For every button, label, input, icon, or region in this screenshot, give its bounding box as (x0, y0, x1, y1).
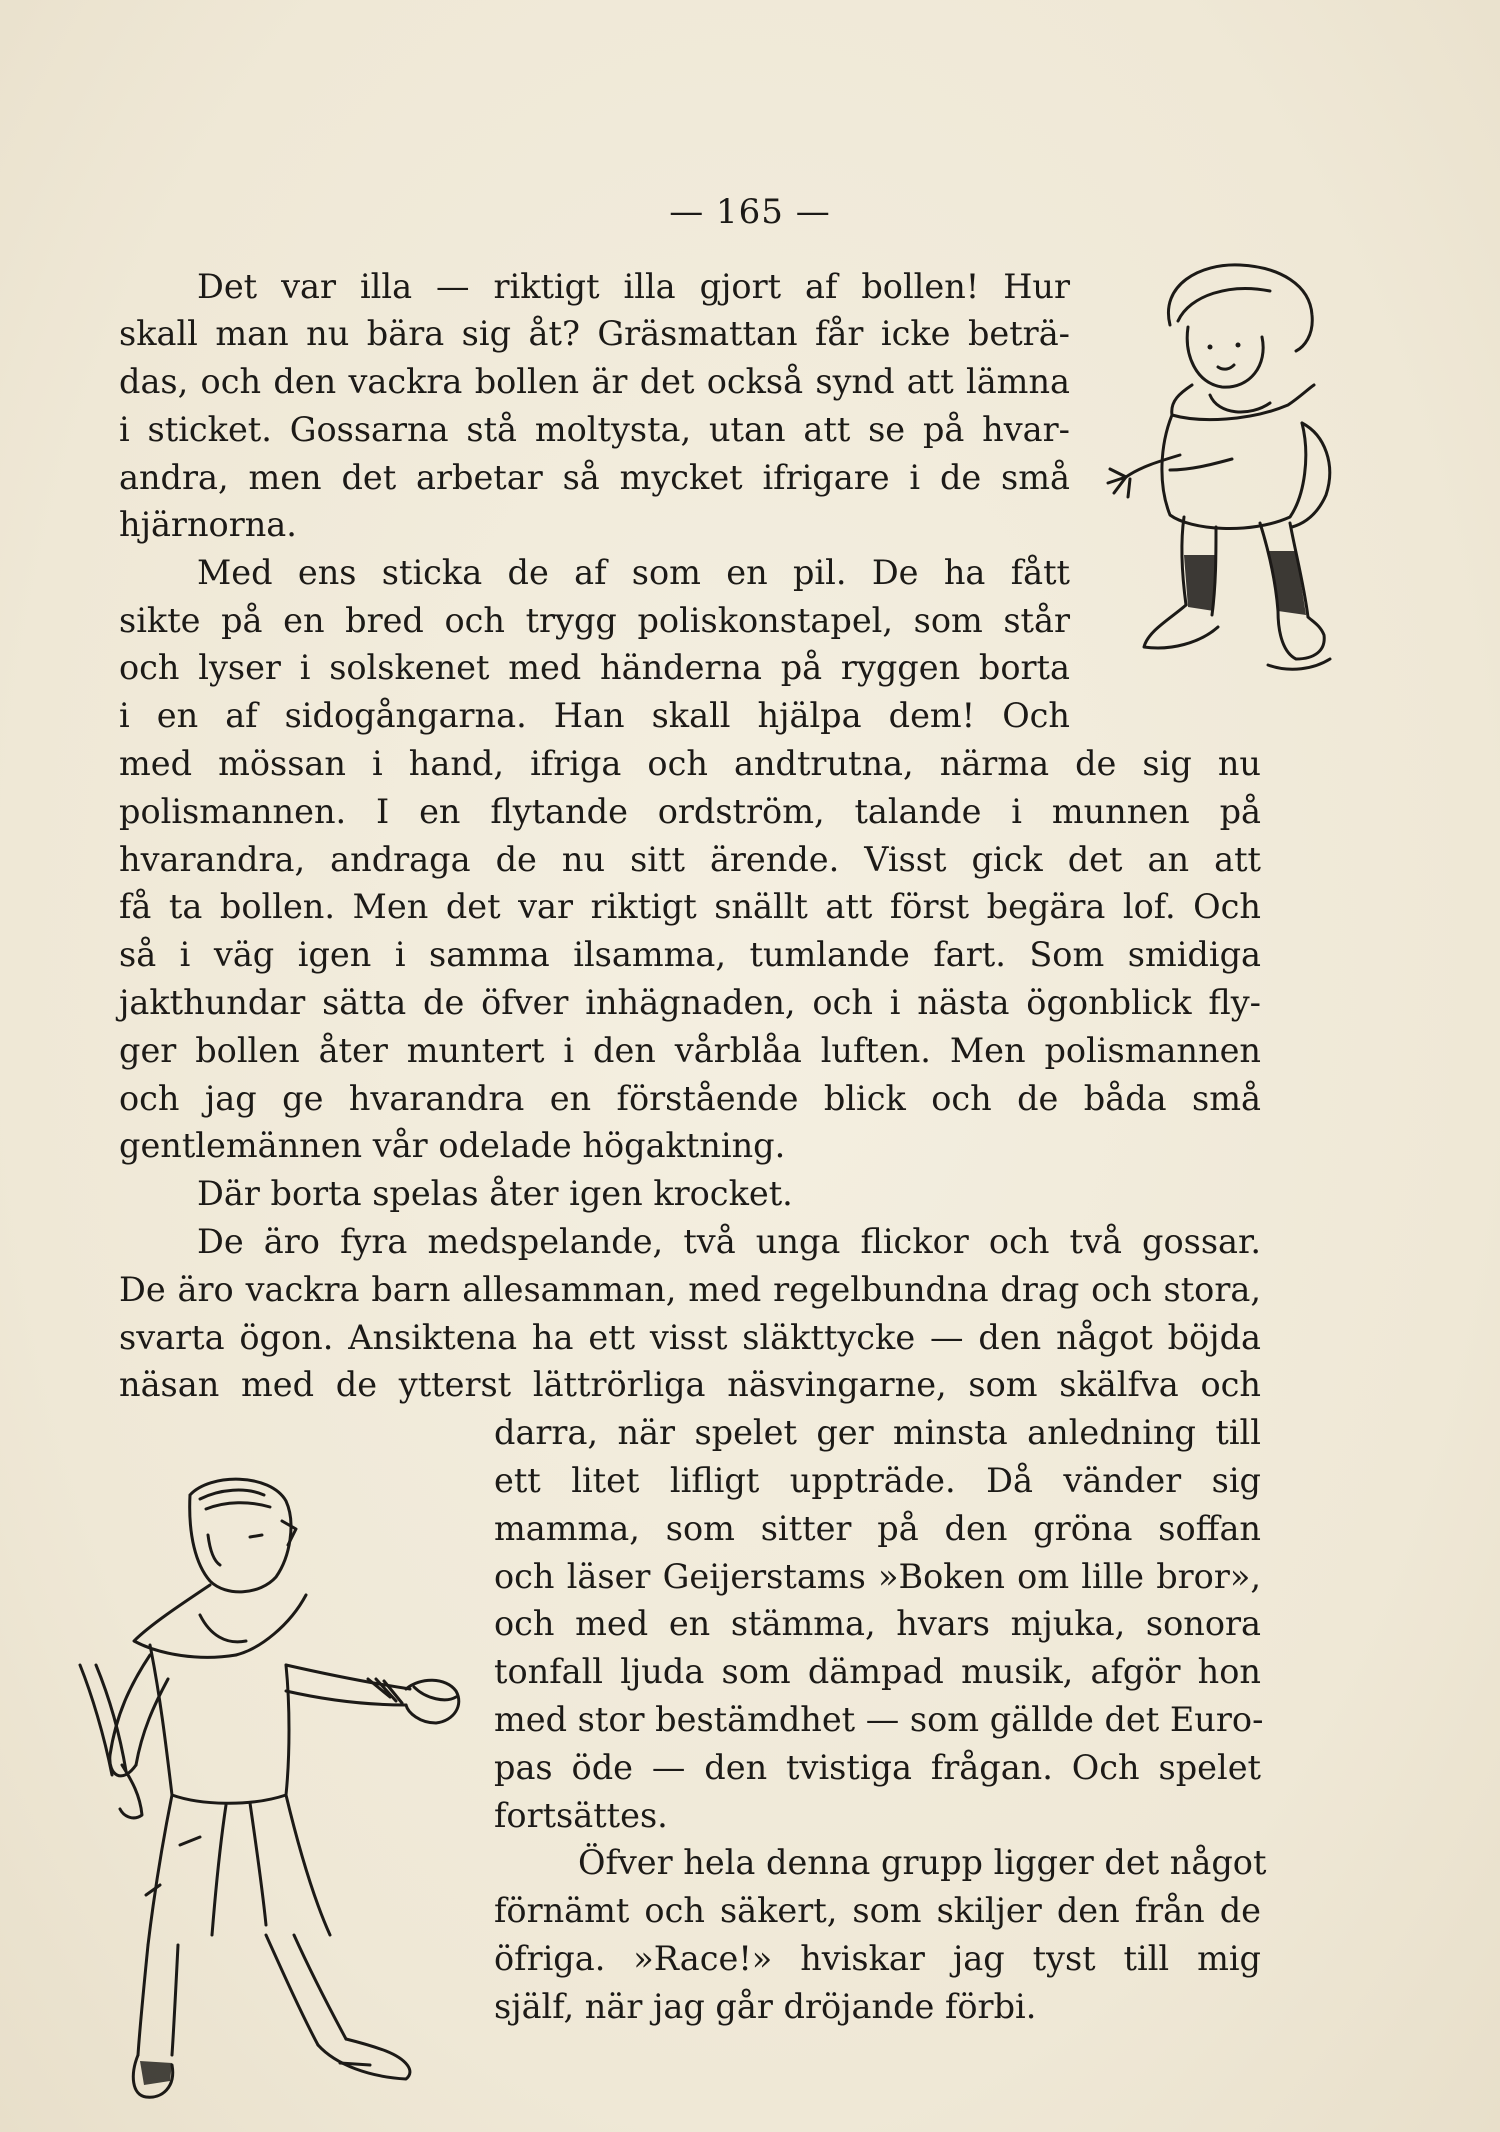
text-line: få ta bollen. Men det var riktigt snällt att först begära lof. Och (119, 887, 1261, 926)
text-line: ger bollen åter muntert i den vårblåa luften. Men polismannen (119, 1031, 1261, 1070)
text-line: själf, när jag går dröjande förbi. (494, 1987, 1037, 2026)
text-line: ett litet lifligt uppträde. Då vänder sig (494, 1461, 1261, 1500)
boy-with-hat-illustration (1100, 255, 1340, 725)
text-line: och läser Geijerstams »Boken om lille bror», (494, 1557, 1261, 1596)
text-line: i sticket. Gossarna stå moltysta, utan att se på hvar- (119, 410, 1070, 449)
text-line: mamma, som sitter på den gröna soffan (494, 1509, 1261, 1548)
text-line: tonfall ljuda som dämpad musik, afgör hon (494, 1652, 1261, 1691)
text-line: och lyser i solskenet med händerna på ryggen borta (119, 648, 1070, 687)
text-line: De äro fyra medspelande, två unga flickor och två gossar. (197, 1222, 1261, 1261)
text-line: i en af sidogångarna. Han skall hjälpa dem! Och (119, 696, 1070, 735)
text-line: jakthundar sätta de öfver inhägnaden, och i nästa ögonblick fly- (119, 983, 1261, 1022)
text-line: och jag ge hvarandra en förstående blick och de båda små (119, 1079, 1261, 1118)
text-line: med mössan i hand, ifriga och andtrutna, närma de sig nu (119, 744, 1261, 783)
text-line: das, och den vackra bollen är det också synd att lämna (119, 362, 1070, 401)
text-line: gentlemännen vår odelade högaktning. (119, 1126, 786, 1165)
text-line: Öfver hela denna grupp ligger det något (578, 1843, 1267, 1882)
text-line: pas öde — den tvistiga frågan. Och spelet (494, 1748, 1261, 1787)
text-line: och med en stämma, hvars mjuka, sonora (494, 1604, 1261, 1643)
text-line: Det var illa — riktigt illa gjort af bollen! Hur (197, 267, 1070, 306)
boy-with-mallet-illustration (50, 1465, 470, 2105)
text-line: öfriga. »Race!» hviskar jag tyst till mig (494, 1939, 1261, 1978)
text-line: svarta ögon. Ansiktena ha ett visst släkttycke — den något böjda (119, 1318, 1261, 1357)
text-line: Där borta spelas åter igen krocket. (197, 1174, 793, 1213)
text-line: hvarandra, andraga de nu sitt ärende. Visst gick det an att (119, 840, 1261, 879)
text-line: darra, när spelet ger minsta anledning till (494, 1413, 1261, 1452)
text-line: sikte på en bred och trygg poliskonstapel, som står (119, 601, 1070, 640)
page-number: — 165 — (669, 192, 831, 232)
text-line: så i väg igen i samma ilsamma, tumlande fart. Som smidiga (119, 935, 1261, 974)
text-line: näsan med de ytterst lättrörliga näsvingarne, som skälfva och (119, 1365, 1261, 1404)
text-line: med stor bestämdhet — som gällde det Euro- (494, 1700, 1264, 1739)
text-line: andra, men det arbetar så mycket ifrigare i de små (119, 458, 1070, 497)
text-line: skall man nu bära sig åt? Gräsmattan får icke beträ- (119, 314, 1070, 353)
text-line: polismannen. I en flytande ordström, talande i munnen på (119, 792, 1261, 831)
text-line: förnämt och säkert, som skiljer den från de (494, 1891, 1261, 1930)
text-line: hjärnorna. (119, 505, 297, 544)
text-line: fortsättes. (494, 1796, 668, 1835)
text-line: Med ens sticka de af som en pil. De ha fått (197, 553, 1070, 592)
text-line: De äro vackra barn allesamman, med regelbundna drag och stora, (119, 1270, 1261, 1309)
